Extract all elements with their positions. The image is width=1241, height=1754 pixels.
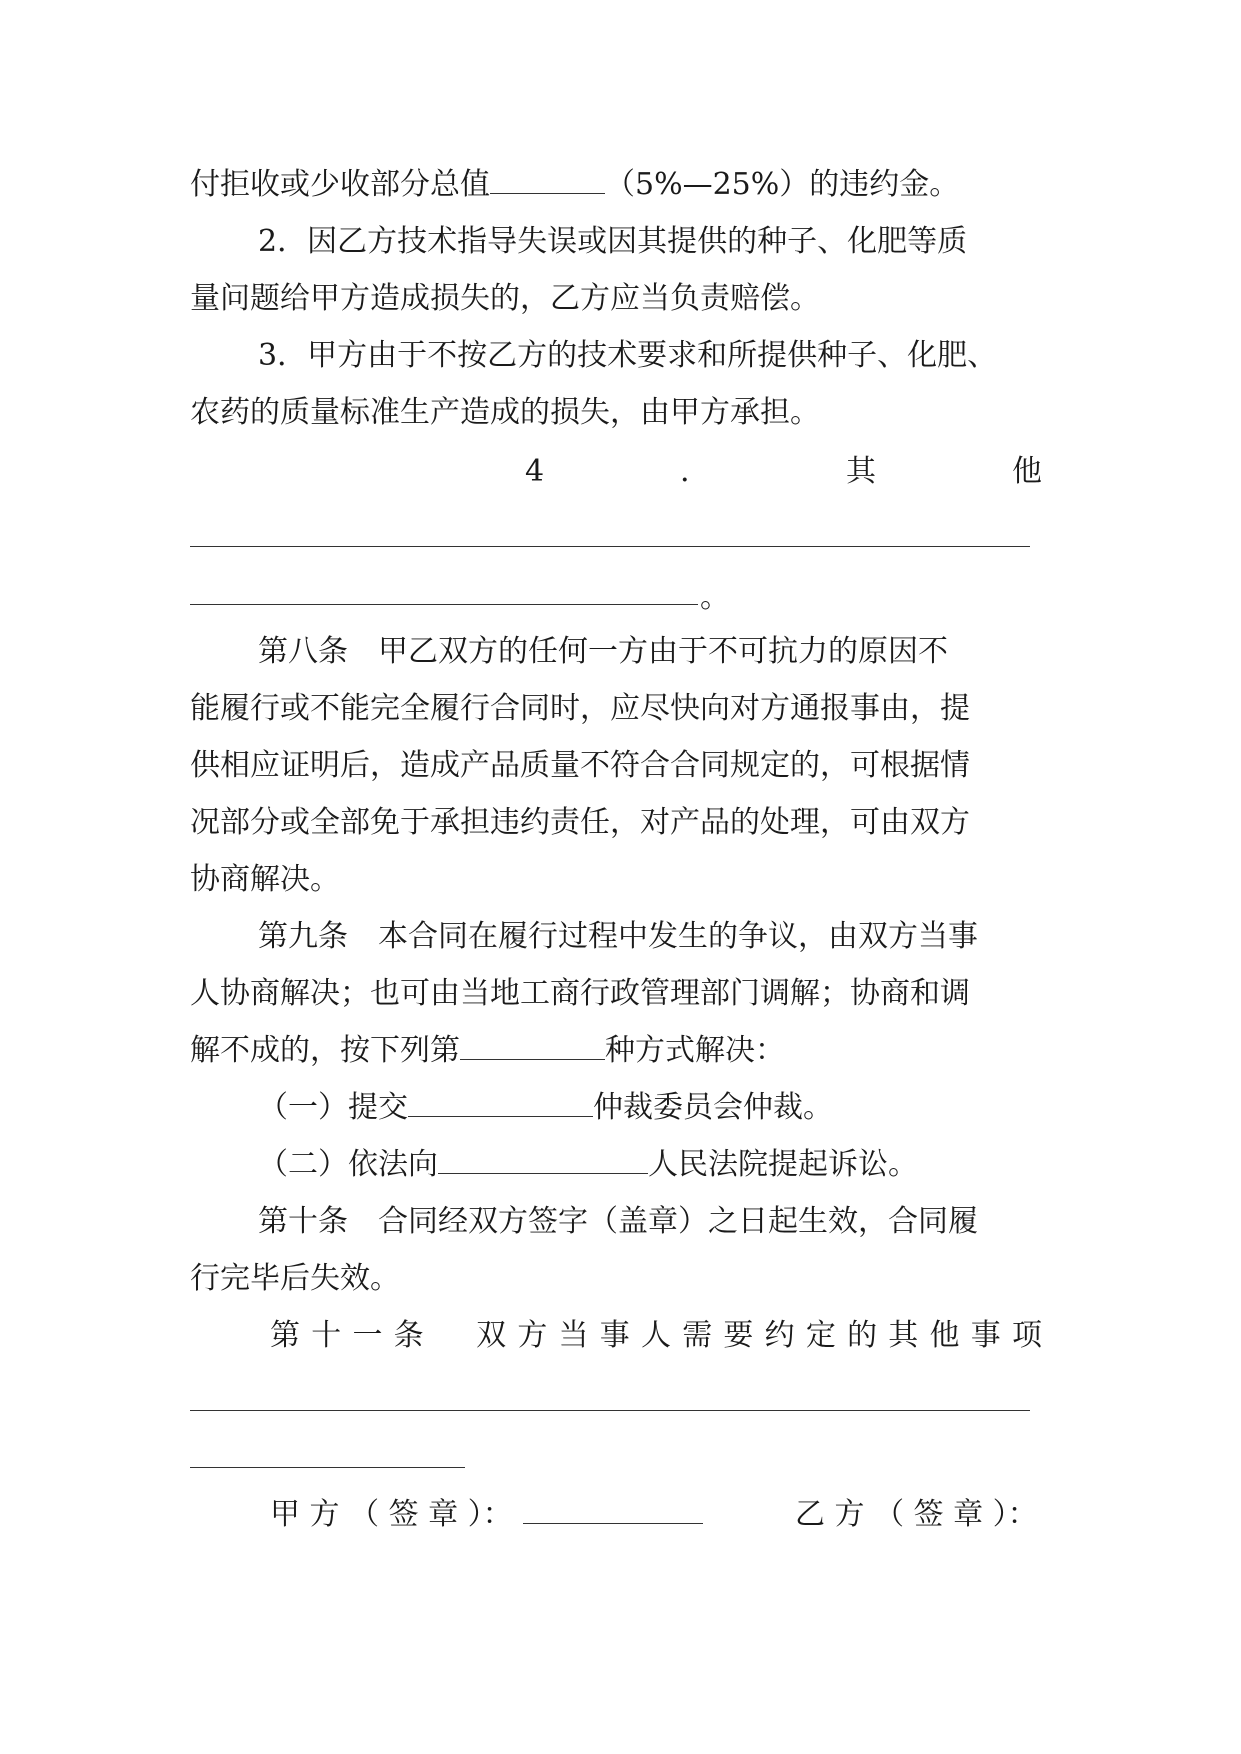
signature-line-party-a bbox=[270, 1495, 703, 1535]
party-b-sign-label: 乙 方 （ 签 章 ）： bbox=[795, 1497, 1038, 1532]
spaced-char: 他 bbox=[929, 1318, 960, 1353]
fill-in-rule[interactable] bbox=[190, 604, 698, 605]
party-a-sign-label: 甲 方 （ 签 章 ）： bbox=[270, 1497, 513, 1532]
article-11-line bbox=[270, 1316, 1042, 1356]
text-segment: 种方式解决： bbox=[605, 1033, 785, 1068]
period-mark: 。 bbox=[700, 580, 730, 615]
spaced-char: 十 bbox=[311, 1318, 342, 1353]
spaced-char: 事 bbox=[970, 1318, 1001, 1353]
paragraph-line bbox=[190, 1031, 785, 1071]
paragraph-line: 人协商解决；也可由当地工商行政管理部门调解；协商和调 bbox=[190, 976, 970, 1011]
option-2-line bbox=[258, 1145, 918, 1185]
spaced-char: 事 bbox=[599, 1318, 630, 1353]
text-segment: 人民法院提起诉讼。 bbox=[648, 1147, 918, 1182]
fill-in-blank[interactable] bbox=[460, 1031, 605, 1060]
paragraph-line: 能履行或不能完全履行合同时，应尽快向对方通报事由，提 bbox=[190, 691, 970, 726]
text-segment: 解不成的，按下列第 bbox=[190, 1033, 460, 1068]
paragraph-line: 行完毕后失效。 bbox=[190, 1261, 400, 1296]
text-segment: （一）提交 bbox=[258, 1090, 408, 1125]
paragraph-line: 量问题给甲方造成损失的，乙方应当负责赔偿。 bbox=[190, 281, 820, 316]
spaced-char: 人 bbox=[640, 1318, 671, 1353]
fill-in-blank[interactable] bbox=[490, 165, 605, 194]
spaced-char: 要 bbox=[723, 1318, 754, 1353]
clause-3-line: 3．甲方由于不按乙方的技术要求和所提供种子、化肥、 bbox=[258, 338, 998, 373]
spaced-char: 一 bbox=[352, 1318, 383, 1353]
spaced-char: 项 bbox=[1011, 1318, 1042, 1353]
paragraph-line: 况部分或全部免于承担违约责任，对产品的处理，可由双方 bbox=[190, 805, 970, 840]
spaced-char: 其 bbox=[888, 1318, 919, 1353]
text-segment: 仲裁委员会仲裁。 bbox=[593, 1090, 833, 1125]
spaced-char: 需 bbox=[682, 1318, 713, 1353]
fill-in-rule[interactable] bbox=[190, 546, 1030, 547]
spaced-char: 约 bbox=[764, 1318, 795, 1353]
text-segment: 付拒收或少收部分总值 bbox=[190, 167, 490, 202]
spaced-char: 其 bbox=[846, 454, 877, 489]
paragraph-line bbox=[190, 165, 959, 205]
spaced-char: 第 bbox=[270, 1318, 300, 1353]
text-segment: （二）依法向 bbox=[258, 1147, 438, 1182]
clause-2-line: 2．因乙方技术指导失误或因其提供的种子、化肥等质 bbox=[258, 224, 968, 259]
spaced-char: ． bbox=[680, 454, 711, 489]
spaced-char: 他 bbox=[1012, 454, 1042, 489]
spaced-char: 4 bbox=[525, 454, 545, 489]
article-10-line: 第十条 合同经双方签字（盖章）之日起生效，合同履 bbox=[258, 1204, 978, 1239]
option-1-line bbox=[258, 1088, 833, 1128]
spaced-char: 定 bbox=[805, 1318, 836, 1353]
fill-in-blank[interactable] bbox=[438, 1145, 648, 1174]
text-segment: （5%—25%）的违约金。 bbox=[605, 167, 960, 202]
spaced-char: 的 bbox=[847, 1318, 878, 1353]
article-8-line: 第八条 甲乙双方的任何一方由于不可抗力的原因不 bbox=[258, 634, 948, 669]
paragraph-line: 协商解决。 bbox=[190, 862, 340, 897]
fill-in-rule[interactable] bbox=[190, 1410, 1030, 1411]
party-a-signature-blank[interactable] bbox=[523, 1495, 703, 1524]
spaced-char: 当 bbox=[558, 1318, 589, 1353]
clause-4-other-heading bbox=[525, 452, 1042, 492]
paragraph-line: 供相应证明后，造成产品质量不符合合同规定的，可根据情 bbox=[190, 748, 970, 783]
fill-in-rule[interactable] bbox=[190, 1467, 465, 1468]
spaced-char bbox=[435, 1316, 465, 1356]
article-9-line: 第九条 本合同在履行过程中发生的争议，由双方当事 bbox=[258, 919, 978, 954]
paragraph-line: 农药的质量标准生产造成的损失，由甲方承担。 bbox=[190, 395, 820, 430]
spaced-char: 双 bbox=[476, 1318, 507, 1353]
fill-in-blank[interactable] bbox=[408, 1088, 593, 1117]
spaced-char: 条 bbox=[393, 1318, 424, 1353]
spaced-char: 方 bbox=[517, 1318, 548, 1353]
